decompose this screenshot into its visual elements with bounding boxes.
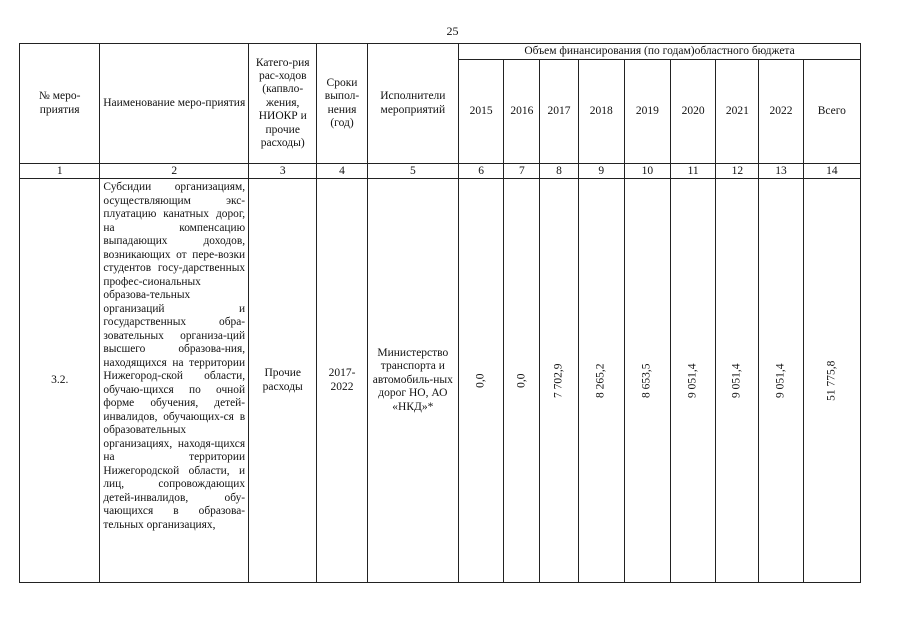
- value-cell: [624, 179, 670, 583]
- event-number: 3.2.: [20, 179, 100, 583]
- value-2022: 9 051,4: [774, 363, 787, 398]
- funding-table: [19, 43, 861, 583]
- event-name: Субсидии организациям, осуществляющим экс-плуатацию канатных дорог, на компенсацию выпадающих доходов, возникающих от пере-возки студентов госу-дарственных профес-сиональных образова-тельных организаций и государственных обра-зовательных организа-ций высшего образова-ния, находящихся на территории Нижегород-ской области, обучаю-щихся по очной форме обучения, детей-инвалидов, обучающих-ся в образовательных организациях, находя-щихся на территории Нижегородской области, и лиц, сопровождающих детей-инвалидов, обу-чающихся в образова-тельных организациях,: [100, 179, 249, 583]
- value-cell: [459, 179, 504, 583]
- header-year: 2015: [459, 60, 504, 164]
- value-cell: [716, 179, 759, 583]
- column-number: 14: [803, 164, 860, 179]
- column-number: 10: [624, 164, 670, 179]
- header-expense-category: Катего-рия рас-ходов (капвло-жения, НИОКР и прочие расходы): [249, 44, 317, 164]
- column-number: 3: [249, 164, 317, 179]
- column-number: 7: [504, 164, 540, 179]
- header-year: 2020: [671, 60, 716, 164]
- header-deadline: Сроки выпол-нения (год): [317, 44, 367, 164]
- header-year: 2016: [504, 60, 540, 164]
- header-year: 2018: [578, 60, 624, 164]
- column-number: 6: [459, 164, 504, 179]
- header-year: 2021: [716, 60, 759, 164]
- header-year: 2017: [540, 60, 578, 164]
- header-event-number: № меро-приятия: [20, 44, 100, 164]
- value-cell: [578, 179, 624, 583]
- value-2016: 0,0: [515, 373, 528, 388]
- value-2015: 0,0: [474, 373, 487, 388]
- value-cell: [803, 179, 860, 583]
- header-executors: Исполнители мероприятий: [367, 44, 458, 164]
- value-2019: 8 653,5: [640, 363, 653, 398]
- column-number: 8: [540, 164, 578, 179]
- column-number: 13: [759, 164, 803, 179]
- table-row: [20, 179, 861, 583]
- column-number: 12: [716, 164, 759, 179]
- value-cell: [504, 179, 540, 583]
- column-number: 9: [578, 164, 624, 179]
- header-year: 2022: [759, 60, 803, 164]
- value-2020: 9 051,4: [686, 363, 699, 398]
- deadline: 2017-2022: [317, 179, 367, 583]
- header-year: 2019: [624, 60, 670, 164]
- value-cell: [540, 179, 578, 583]
- value-cell: [671, 179, 716, 583]
- page-bottom-margin: [0, 622, 905, 640]
- value-cell: [759, 179, 803, 583]
- header-funding-group: Объем финансирования (по годам)областного бюджета: [459, 44, 861, 60]
- page-number: 25: [446, 24, 459, 38]
- header-total: Всего: [803, 60, 860, 164]
- header-event-name: Наименование меро-приятия: [100, 44, 249, 164]
- column-number: 11: [671, 164, 716, 179]
- column-number: 5: [367, 164, 458, 179]
- value-2018: 8 265,2: [594, 363, 607, 398]
- column-number: 2: [100, 164, 249, 179]
- column-number: 4: [317, 164, 367, 179]
- value-2021: 9 051,4: [730, 363, 743, 398]
- value-total: 51 775,8: [825, 360, 838, 401]
- column-number: 1: [20, 164, 100, 179]
- value-2017: 7 702,9: [552, 363, 565, 398]
- expense-category: Прочие расходы: [249, 179, 317, 583]
- executor: Министерство транспорта и автомобиль-ных дорог НО, АО «НКД»*: [367, 179, 458, 583]
